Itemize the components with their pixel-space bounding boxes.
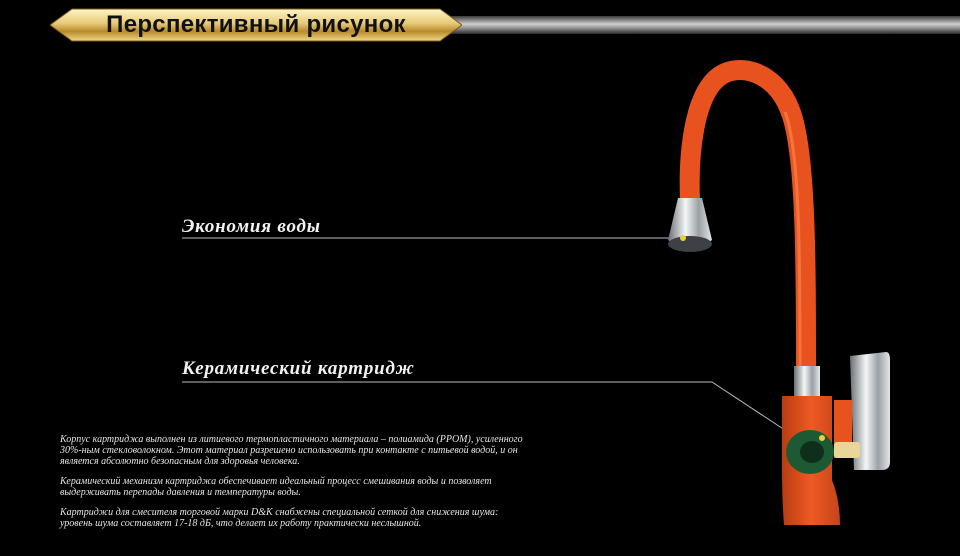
page-title: Перспективный рисунок (106, 11, 406, 38)
description-paragraph-2: Керамический механизм картриджа обеспечивает идеальный процесс смешивания воды и позволяет выдерживать перепады давления и температуры воды. (60, 476, 492, 498)
feature-label-ceramic-cartridge: Керамический картридж (182, 358, 415, 379)
description-paragraph-3: Картриджи для смесителя торговой марки D&K снабжены специальной сеткой для снижения шума: уровень шума составляет 17-18 дБ, что делает их работу практически неслышной. (60, 507, 499, 529)
cartridge-stem (834, 442, 860, 458)
aerator-outlet (668, 236, 712, 252)
description-paragraph-1: Корпус картриджа выполнен из литиевого термопластичного материала – полиамида (PPOM), усиленного 30%-ным стекловолокном. Этот материал разрешено использовать при контакте с питьевой водой, и он является абсолютно безопасным для здоровья человека. (60, 434, 523, 467)
feature-label-water-saving: Экономия воды (182, 216, 321, 237)
chrome-collar (794, 366, 820, 396)
